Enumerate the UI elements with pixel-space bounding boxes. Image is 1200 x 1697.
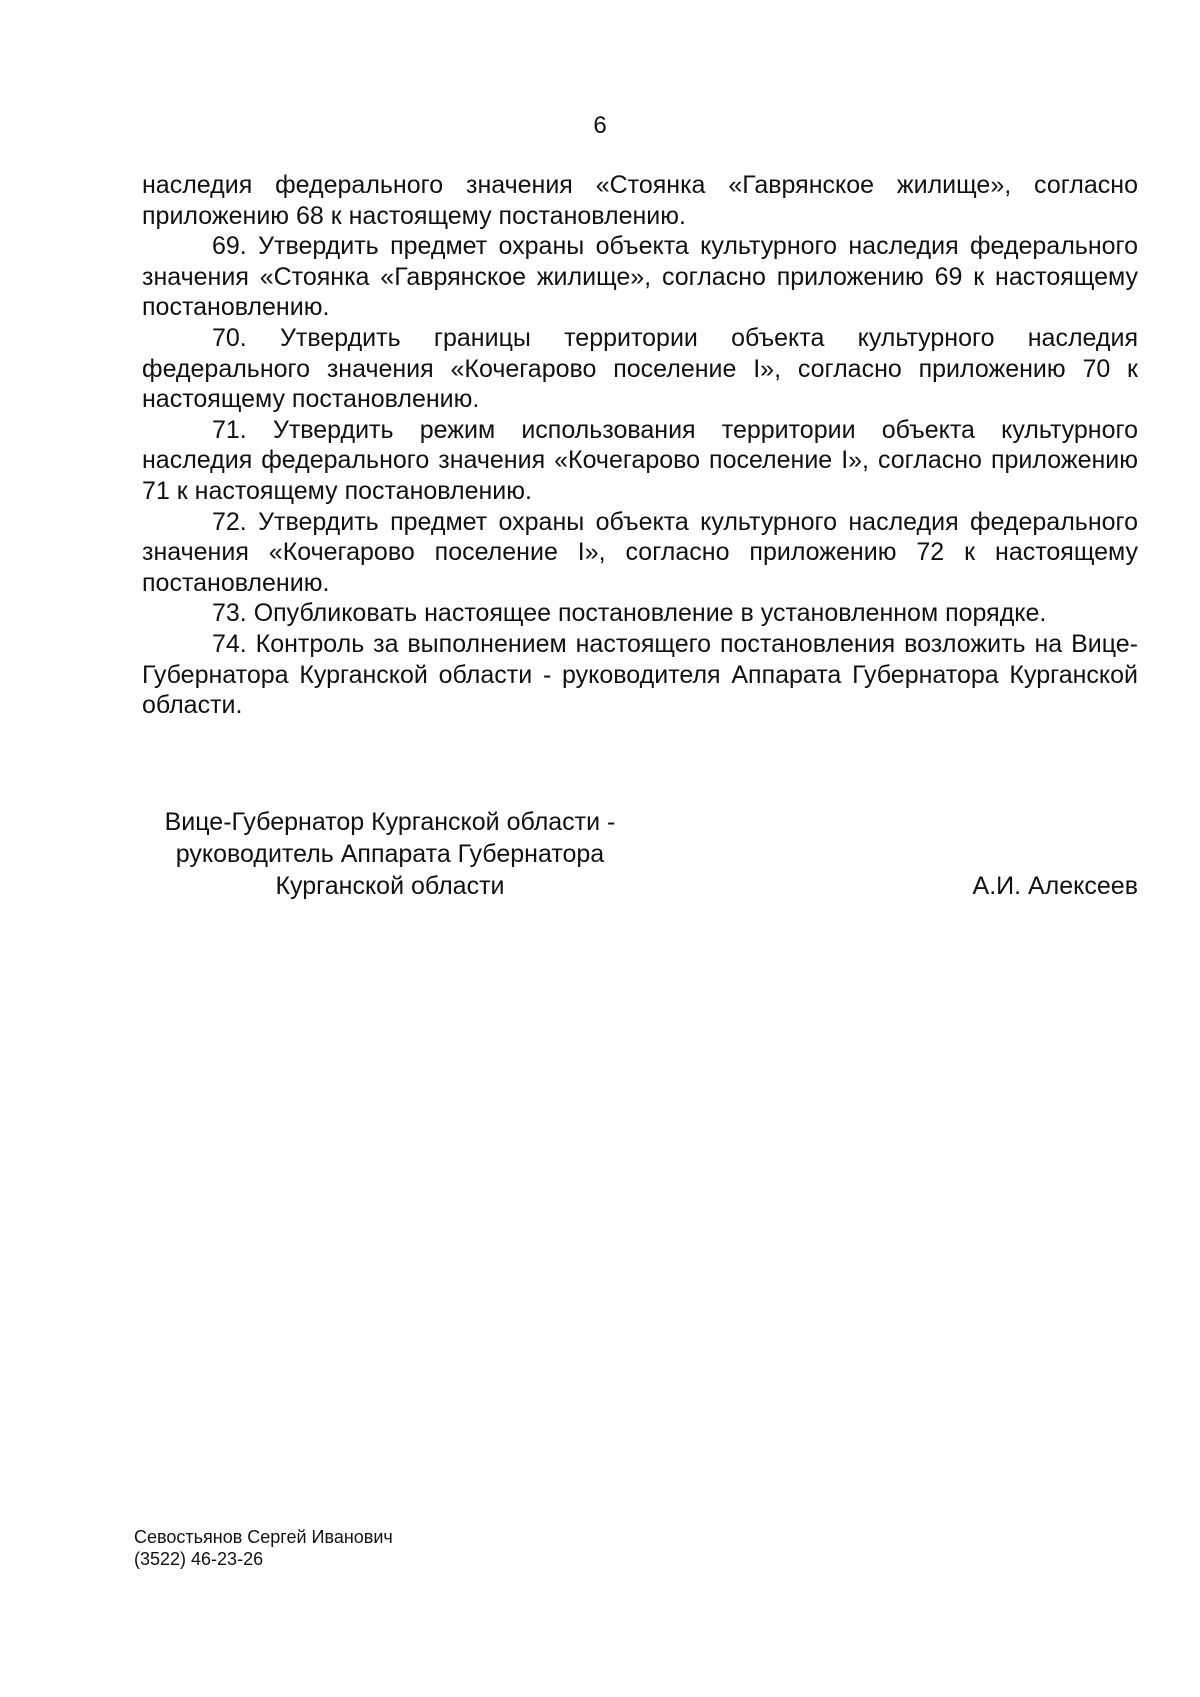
- paragraph-70: 70. Утвердить границы территории объекта культурного наследия федерального значения «Кочегарово поселение I», согласно приложению 70 к настоящему постановлению.: [142, 323, 1138, 414]
- executor-phone: (3522) 46-23-26: [134, 1549, 264, 1569]
- document-body: [142, 170, 1138, 721]
- signatory-title: [130, 806, 650, 902]
- signatory-title-line-1: Вице-Губернатор Курганской области -: [164, 808, 616, 836]
- signatory-title-line-3: Курганской области: [275, 872, 505, 900]
- paragraph-continuation-68: наследия федерального значения «Стоянка «Гаврянское жилище», согласно приложению 68 к настоящему постановлению.: [142, 171, 1138, 230]
- paragraph-71: 71. Утвердить режим использования территории объекта культурного наследия федерального значения «Кочегарово поселение I», согласно приложению 71 к настоящему постановлению.: [142, 415, 1138, 505]
- paragraph-72: 72. Утвердить предмет охраны объекта культурного наследия федерального значения «Кочегарово поселение I», согласно приложению 72 к настоящему постановлению.: [142, 507, 1138, 597]
- paragraph-74: 74. Контроль за выполнением настоящего постановления возложить на Вице-Губернатора Курганской области - руководителя Аппарата Губернатора Курганской области.: [142, 629, 1138, 720]
- executor-info: [134, 1526, 393, 1570]
- signatory-title-line-2: руководитель Аппарата Губернатора: [175, 840, 605, 868]
- page-number: 6: [593, 112, 607, 139]
- paragraph-69: 69. Утвердить предмет охраны объекта культурного наследия федерального значения «Стоянка «Гаврянское жилище», согласно приложению 69 к настоящему постановлению.: [142, 232, 1138, 322]
- paragraph-73: 73. Опубликовать настоящее постановление в установленном порядке.: [212, 599, 1047, 628]
- executor-name: Севостьянов Сергей Иванович: [134, 1527, 393, 1547]
- signatory-name: А.И. Алексеев: [972, 872, 1138, 900]
